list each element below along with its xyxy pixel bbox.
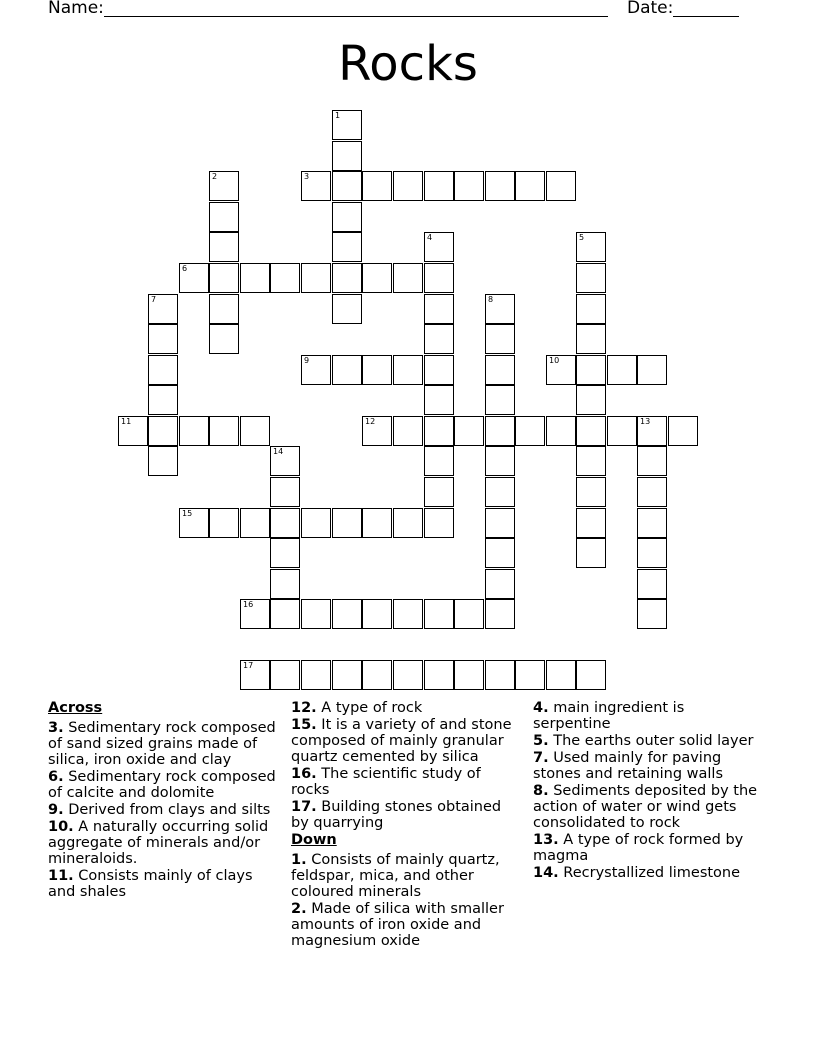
clue-num: 12. <box>291 700 317 716</box>
clue-text: Derived from clays and silts <box>68 802 271 818</box>
grid-cell[interactable] <box>485 569 515 599</box>
clue-item <box>533 783 761 831</box>
grid-cell[interactable] <box>424 660 454 690</box>
clue-text: Consists mainly of clays and shales <box>48 868 253 900</box>
grid-cell[interactable] <box>424 477 454 507</box>
grid-cell[interactable] <box>485 508 515 538</box>
grid-cell-numbered[interactable] <box>179 263 209 293</box>
puzzle-title: Rocks <box>338 36 478 92</box>
grid-cell-numbered[interactable] <box>179 508 209 538</box>
clue-item <box>533 750 761 782</box>
clue-num: 4. <box>533 700 549 716</box>
grid-cell[interactable] <box>209 263 239 293</box>
grid-cell-numbered[interactable] <box>301 355 331 385</box>
clue-item <box>533 865 761 881</box>
grid-cell[interactable] <box>637 569 667 599</box>
grid-cell[interactable] <box>332 202 362 232</box>
grid-cell[interactable] <box>576 294 606 324</box>
grid-cell[interactable] <box>148 385 178 415</box>
grid-cell[interactable] <box>485 324 515 354</box>
clue-text: Sedimentary rock composed of sand sized grains made of silica, iron oxide and clay <box>48 720 276 768</box>
clue-item <box>48 819 276 867</box>
grid-cell[interactable] <box>301 599 331 629</box>
grid-cell-numbered[interactable] <box>332 110 362 140</box>
grid-cell[interactable] <box>393 508 423 538</box>
grid-cell[interactable] <box>393 263 423 293</box>
clue-item <box>291 852 519 900</box>
grid-cell[interactable] <box>424 263 454 293</box>
grid-cell[interactable] <box>270 263 300 293</box>
grid-cell-numbered[interactable] <box>546 355 576 385</box>
grid-cell[interactable] <box>637 508 667 538</box>
grid-cell-numbered[interactable] <box>118 416 148 446</box>
grid-cell[interactable] <box>515 416 545 446</box>
clue-text: Used mainly for paving stones and retaining walls <box>533 750 724 782</box>
clue-num: 14. <box>533 865 559 881</box>
grid-cell[interactable] <box>546 660 576 690</box>
grid-cell[interactable] <box>301 263 331 293</box>
grid-cell[interactable] <box>546 416 576 446</box>
grid-cell[interactable] <box>485 416 515 446</box>
clue-num: 1. <box>291 852 307 868</box>
grid-cell[interactable] <box>332 355 362 385</box>
clue-number: 8 <box>488 295 494 304</box>
grid-cell[interactable] <box>270 538 300 568</box>
grid-cell-numbered[interactable] <box>240 660 270 690</box>
clue-number: 1 <box>335 111 341 120</box>
grid-cell-numbered[interactable] <box>362 416 392 446</box>
clue-text: Consists of mainly quartz, feldspar, mica, and other coloured minerals <box>291 852 500 900</box>
grid-cell[interactable] <box>240 508 270 538</box>
grid-cell-numbered[interactable] <box>576 232 606 262</box>
grid-cell[interactable] <box>332 263 362 293</box>
clue-number: 5 <box>579 233 585 242</box>
clue-text: Made of silica with smaller amounts of iron oxide and magnesium oxide <box>291 901 504 949</box>
grid-cell[interactable] <box>270 508 300 538</box>
grid-cell[interactable] <box>393 171 423 201</box>
grid-cell-numbered[interactable] <box>424 232 454 262</box>
grid-cell[interactable] <box>301 508 331 538</box>
clue-text: It is a variety of and stone composed of mainly granular quartz cemented by silica <box>291 717 512 765</box>
clue-num: 9. <box>48 802 64 818</box>
grid-cell[interactable] <box>424 355 454 385</box>
grid-cell[interactable] <box>424 599 454 629</box>
grid-cell[interactable] <box>209 324 239 354</box>
grid-cell-numbered[interactable] <box>301 171 331 201</box>
grid-cell[interactable] <box>576 263 606 293</box>
grid-cell-numbered[interactable] <box>240 599 270 629</box>
clue-item <box>48 769 276 801</box>
grid-cell[interactable] <box>424 294 454 324</box>
grid-cell[interactable] <box>240 263 270 293</box>
grid-cell[interactable] <box>362 599 392 629</box>
grid-cell[interactable] <box>668 416 698 446</box>
grid-cell[interactable] <box>393 416 423 446</box>
clue-text: main ingredient is serpentine <box>533 700 685 732</box>
grid-cell[interactable] <box>270 660 300 690</box>
clue-item <box>48 868 276 900</box>
clue-num: 10. <box>48 819 74 835</box>
clue-num: 15. <box>291 717 317 733</box>
grid-cell[interactable] <box>332 294 362 324</box>
clue-text: A type of rock formed by magma <box>533 832 744 864</box>
grid-cell[interactable] <box>424 385 454 415</box>
grid-cell[interactable] <box>454 416 484 446</box>
clue-num: 16. <box>291 766 317 782</box>
grid-cell[interactable] <box>362 263 392 293</box>
grid-cell-numbered[interactable] <box>270 446 300 476</box>
clue-number: 15 <box>182 509 193 518</box>
clues-column-1 <box>48 700 276 901</box>
clue-num: 11. <box>48 868 74 884</box>
grid-cell[interactable] <box>332 171 362 201</box>
clue-num: 8. <box>533 783 549 799</box>
grid-cell[interactable] <box>332 508 362 538</box>
grid-cell[interactable] <box>485 385 515 415</box>
grid-cell[interactable] <box>485 599 515 629</box>
grid-cell[interactable] <box>485 538 515 568</box>
clue-num: 2. <box>291 901 307 917</box>
grid-cell[interactable] <box>332 232 362 262</box>
grid-cell[interactable] <box>637 446 667 476</box>
grid-cell[interactable] <box>240 416 270 446</box>
grid-cell[interactable] <box>607 355 637 385</box>
grid-cell[interactable] <box>209 232 239 262</box>
grid-cell[interactable] <box>424 508 454 538</box>
clue-item <box>48 802 276 818</box>
grid-cell-numbered[interactable] <box>637 416 667 446</box>
clue-item <box>533 832 761 864</box>
grid-cell[interactable] <box>148 324 178 354</box>
grid-cell[interactable] <box>270 599 300 629</box>
clue-num: 7. <box>533 750 549 766</box>
grid-cell[interactable] <box>637 538 667 568</box>
grid-cell[interactable] <box>607 416 637 446</box>
clue-number: 2 <box>212 172 218 181</box>
clue-item <box>291 799 519 831</box>
grid-cell[interactable] <box>454 660 484 690</box>
clue-num: 5. <box>533 733 549 749</box>
grid-cell[interactable] <box>576 416 606 446</box>
grid-cell[interactable] <box>301 660 331 690</box>
grid-cell[interactable] <box>209 416 239 446</box>
grid-cell[interactable] <box>209 294 239 324</box>
grid-cell[interactable] <box>148 355 178 385</box>
grid-cell[interactable] <box>393 599 423 629</box>
grid-cell[interactable] <box>393 660 423 690</box>
grid-cell-numbered[interactable] <box>209 171 239 201</box>
grid-cell[interactable] <box>179 416 209 446</box>
clue-num: 3. <box>48 720 64 736</box>
clue-text: The scientific study of rocks <box>291 766 481 798</box>
grid-cell[interactable] <box>485 446 515 476</box>
grid-cell[interactable] <box>637 599 667 629</box>
clue-item <box>48 720 276 768</box>
clue-item <box>291 700 519 716</box>
clue-item <box>533 700 761 732</box>
grid-cell[interactable] <box>362 171 392 201</box>
grid-cell[interactable] <box>515 660 545 690</box>
clue-number: 10 <box>549 356 560 365</box>
grid-cell[interactable] <box>637 355 667 385</box>
clue-text: The earths outer solid layer <box>553 733 754 749</box>
grid-cell[interactable] <box>424 416 454 446</box>
grid-cell[interactable] <box>576 385 606 415</box>
clue-number: 4 <box>427 233 433 242</box>
clue-number: 6 <box>182 264 188 273</box>
grid-cell[interactable] <box>576 508 606 538</box>
clue-item <box>291 717 519 765</box>
grid-cell[interactable] <box>576 324 606 354</box>
clue-number: 11 <box>121 417 132 426</box>
clue-text: Sedimentary rock composed of calcite and dolomite <box>48 769 276 801</box>
clue-num: 17. <box>291 799 317 815</box>
grid-cell[interactable] <box>546 171 576 201</box>
clues-column-3 <box>533 700 761 882</box>
grid-cell[interactable] <box>332 660 362 690</box>
grid-cell[interactable] <box>148 446 178 476</box>
clue-number: 9 <box>304 356 310 365</box>
clue-number: 17 <box>243 661 254 670</box>
date-label: Date: <box>627 0 674 18</box>
grid-cell[interactable] <box>576 477 606 507</box>
clue-text: A type of rock <box>321 700 423 716</box>
clue-number: 3 <box>304 172 310 181</box>
grid-cell[interactable] <box>362 508 392 538</box>
grid-cell[interactable] <box>332 599 362 629</box>
clue-number: 7 <box>151 295 157 304</box>
grid-cell[interactable] <box>576 446 606 476</box>
grid-cell[interactable] <box>485 660 515 690</box>
grid-cell[interactable] <box>515 171 545 201</box>
clue-num: 13. <box>533 832 559 848</box>
clue-item <box>533 733 761 749</box>
clue-item <box>291 766 519 798</box>
name-label: Name: <box>48 0 104 18</box>
grid-cell[interactable] <box>393 355 423 385</box>
grid-cell[interactable] <box>270 569 300 599</box>
down-heading: Down <box>291 832 337 848</box>
across-heading: Across <box>48 700 103 716</box>
grid-cell[interactable] <box>485 355 515 385</box>
grid-cell[interactable] <box>362 355 392 385</box>
clue-item <box>291 901 519 949</box>
grid-cell[interactable] <box>148 416 178 446</box>
grid-cell[interactable] <box>454 171 484 201</box>
grid-cell[interactable] <box>637 477 667 507</box>
grid-cell[interactable] <box>576 660 606 690</box>
grid-cell[interactable] <box>424 446 454 476</box>
clue-number: 16 <box>243 600 254 609</box>
clue-num: 6. <box>48 769 64 785</box>
grid-cell[interactable] <box>362 660 392 690</box>
clues-column-2 <box>291 700 519 950</box>
grid-cell[interactable] <box>270 477 300 507</box>
grid-cell[interactable] <box>424 171 454 201</box>
clue-text: Building stones obtained by quarrying <box>291 799 502 831</box>
grid-cell[interactable] <box>454 599 484 629</box>
clue-text: Recrystallized limestone <box>563 865 741 881</box>
grid-cell[interactable] <box>485 477 515 507</box>
grid-cell[interactable] <box>485 171 515 201</box>
clue-number: 14 <box>273 447 284 456</box>
grid-cell-numbered[interactable] <box>148 294 178 324</box>
grid-cell[interactable] <box>209 508 239 538</box>
clue-number: 12 <box>365 417 376 426</box>
clue-text: Sediments deposited by the action of water or wind gets consolidated to rock <box>533 783 758 831</box>
grid-cell[interactable] <box>332 141 362 171</box>
grid-cell-numbered[interactable] <box>485 294 515 324</box>
grid-cell[interactable] <box>424 324 454 354</box>
grid-cell[interactable] <box>576 355 606 385</box>
clue-text: A naturally occurring solid aggregate of minerals and/or mineraloids. <box>48 819 269 867</box>
grid-cell[interactable] <box>209 202 239 232</box>
grid-cell[interactable] <box>576 538 606 568</box>
clue-number: 13 <box>640 417 651 426</box>
